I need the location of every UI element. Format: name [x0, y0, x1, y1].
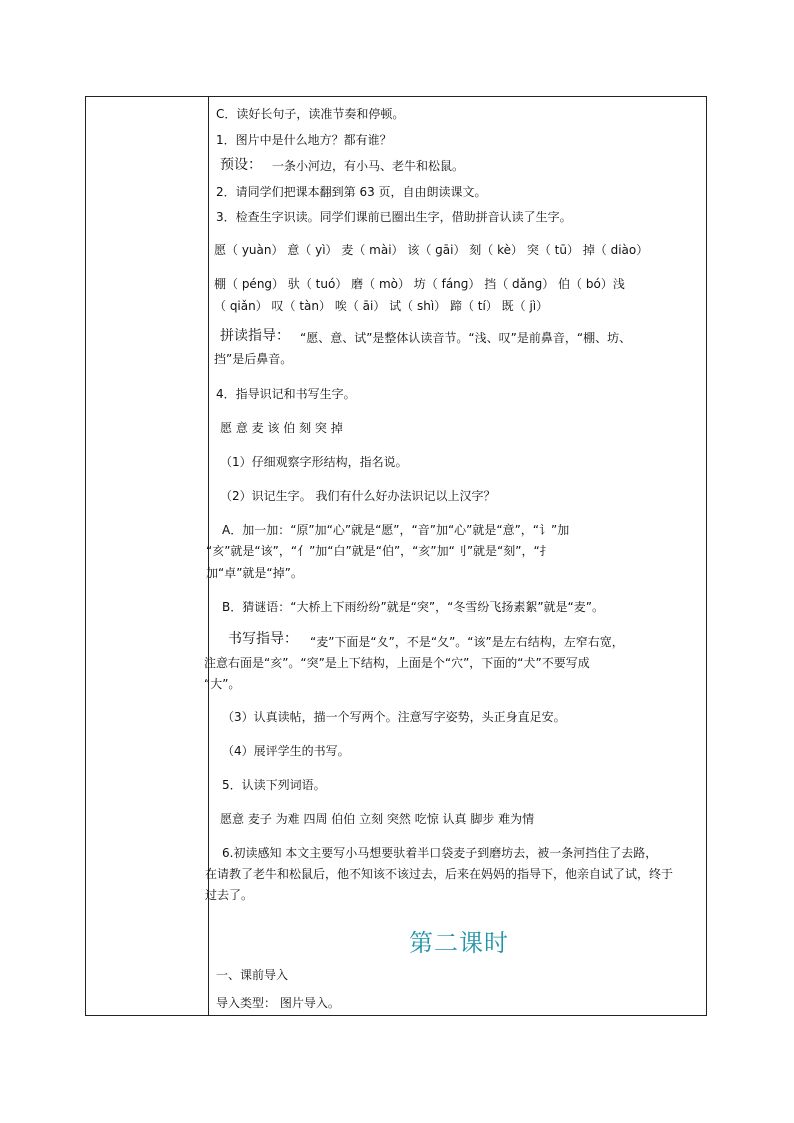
label-writing-guide: 书写指导：: [228, 631, 298, 647]
text-line: （4）展评学生的书写。: [222, 744, 350, 758]
text-line: “亥”就是“该”，“亻”加“白”就是“伯”，“亥”加“刂”就是“刻”，“扌: [206, 544, 552, 558]
text-line: 2．请同学们把课本翻到第 63 页，自由朗读课文。: [216, 185, 487, 199]
text-line: （1）仔细观察字形结构，指名说。: [220, 455, 408, 469]
text-line: （3）认真读帖，描一个写两个。注意写字姿势，头正身直足安。: [222, 710, 566, 724]
text-line: 过去了。: [205, 888, 254, 902]
text-line: 一、课前导入: [216, 968, 289, 982]
text-line: “愿、意、试”是整体认读音节。“浅、叹”是前鼻音，“棚、坊、: [300, 331, 632, 345]
text-line: 愿（ yuàn） 意（ yì） 麦（ mài） 该（ ɡāi） 刻（ kè） 突（ tū） 掉（ diào）: [214, 243, 649, 257]
text-line: 6.初读感知 本文主要写小马想要驮着半口袋麦子到磨坊去，被一条河挡住了去路，: [222, 846, 658, 860]
text-line: 导入类型： 图片导入。: [216, 996, 340, 1010]
lesson-heading: 第二课时: [409, 929, 509, 957]
text-line: 注意右面是“亥”。“突”是上下结构，上面是个“穴”，下面的“犬”不要写成: [204, 656, 590, 670]
lesson-plan-table: [85, 96, 707, 1016]
label-preset: 预设：: [220, 157, 262, 173]
text-line: 一条小河边，有小马、老牛和松鼠。: [272, 159, 465, 173]
text-line: C．读好长句子，读准节奏和停顿。: [216, 107, 405, 121]
text-line: 棚（ péng） 驮（ tuó） 磨（ mò） 坊（ fánɡ） 挡（ dǎnɡ） 伯（ bó）浅: [214, 277, 625, 291]
text-line: 加“卓”就是“掉”。: [206, 566, 303, 580]
text-line: （2）识记生字。 我们有什么好办法识记以上汉字？: [220, 489, 496, 503]
text-line: 在请教了老牛和松鼠后，他不知该不该过去，后来在妈妈的指导下，他亲自试了试，终于: [205, 867, 674, 881]
text-line: B．猜谜语：“大桥上下雨纷纷”就是“突”，“冬雪纷飞扬素絮”就是“麦”。: [222, 600, 604, 614]
text-line: 1．图片中是什么地方？都有谁？: [216, 133, 392, 147]
text-line: （ qiǎn） 叹（ tàn） 唉（ āi） 试（ shì） 蹄（ tí） 既（ jì）: [214, 299, 549, 313]
text-line: “麦”下面是“夊”，不是“夂”。“该”是左右结构，左窄右宽，: [310, 635, 624, 649]
text-line: “大”。: [204, 677, 241, 691]
text-line: 4．指导识记和书写生字。: [216, 387, 356, 401]
label-pinyin-guide: 拼读指导：: [220, 328, 290, 344]
text-line: A．加一加：“原”加“心”就是“愿”，“音”加“心”就是“意”，“讠”加: [222, 523, 570, 537]
text-line: 愿意 麦子 为难 四周 伯伯 立刻 突然 吃惊 认真 脚步 难为情: [220, 812, 535, 826]
text-line: 5．认读下列词语。: [222, 778, 326, 792]
text-line: 挡”是后鼻音。: [214, 352, 293, 366]
text-line: 愿 意 麦 该 伯 刻 突 掉: [220, 421, 343, 435]
text-line: 3．检查生字识读。同学们课前已圈出生字，借助拼音认读了生字。: [216, 210, 572, 224]
